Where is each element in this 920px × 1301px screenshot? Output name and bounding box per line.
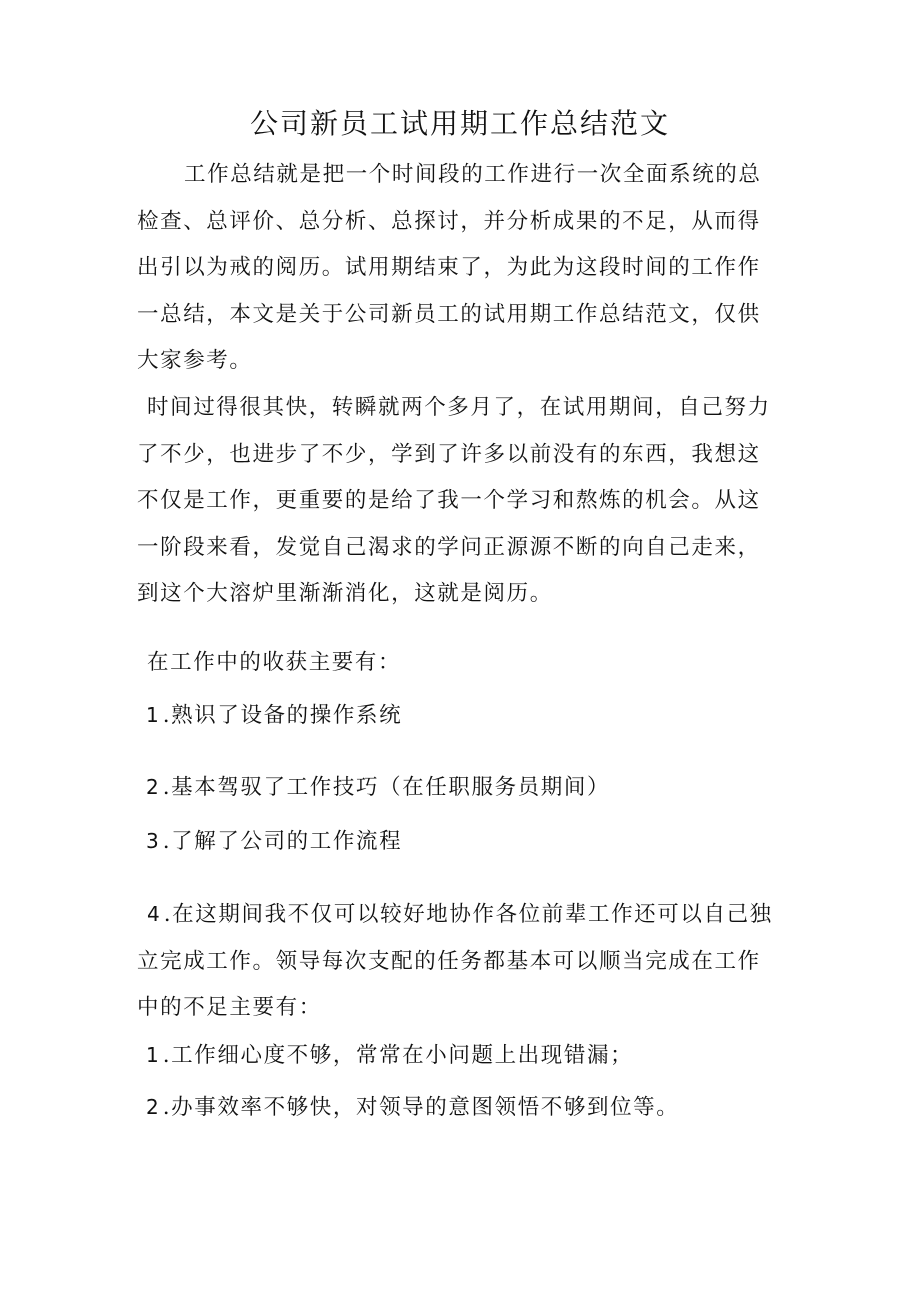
gains-heading: 在工作中的收获主要有： <box>147 650 402 675</box>
gain-item-1 <box>146 692 781 740</box>
shortcoming-item-2-text: .办事效率不够快，对领导的意图领悟不够到位等。 <box>162 1095 680 1120</box>
gain-item-4 <box>137 891 777 1032</box>
shortcoming-item-1 <box>146 1032 781 1080</box>
gain-item-3 <box>146 818 781 866</box>
shortcoming-item-1-text: .工作细心度不够，常常在小问题上出现错漏； <box>162 1043 634 1068</box>
document-title: 公司新员工试用期工作总结范文 <box>249 107 670 140</box>
gain-item-3-number: 3 <box>146 829 159 853</box>
gain-item-4-number: 4 <box>147 902 160 926</box>
gain-item-2 <box>146 764 781 812</box>
shortcoming-item-1-number: 1 <box>146 1043 159 1067</box>
intro-paragraph: 工作总结就是把一个时间段的工作进行一次全面系统的总检查、总评价、总分析、总探讨，并分析成果的不足，从而得出引以为戒的阅历。试用期结束了，为此为这段时间的工作作一总结，本文是关于公司新员工的试用期工作总结范文，仅供大家参考。 <box>137 162 762 373</box>
shortcoming-item-2-number: 2 <box>146 1095 159 1119</box>
gain-item-2-text: .基本驾驭了工作技巧（在任职服务员期间） <box>162 775 611 800</box>
shortcoming-item-2 <box>146 1084 781 1132</box>
gain-item-2-number: 2 <box>146 775 159 799</box>
gain-item-1-text: .熟识了设备的操作系统 <box>162 703 403 728</box>
gain-item-3-text: .了解了公司的工作流程 <box>162 829 403 854</box>
gain-item-1-number: 1 <box>146 703 159 727</box>
gain-item-4-text: .在这期间我不仅可以较好地协作各位前辈工作还可以自己独立完成工作。领导每次支配的任务都基本可以顺当完成在工作中的不足主要有： <box>137 902 773 1020</box>
experience-paragraph: 时间过得很其快，转瞬就两个多月了，在试用期间，自己努力了不少，也进步了不少，学到了许多以前没有的东西，我想这不仅是工作，更重要的是给了我一个学习和熬炼的机会。从这一阶段来看，发觉自己渴求的学问正源源不断的向自己走来，到这个大溶炉里渐渐消化，这就是阅历。 <box>137 395 771 606</box>
